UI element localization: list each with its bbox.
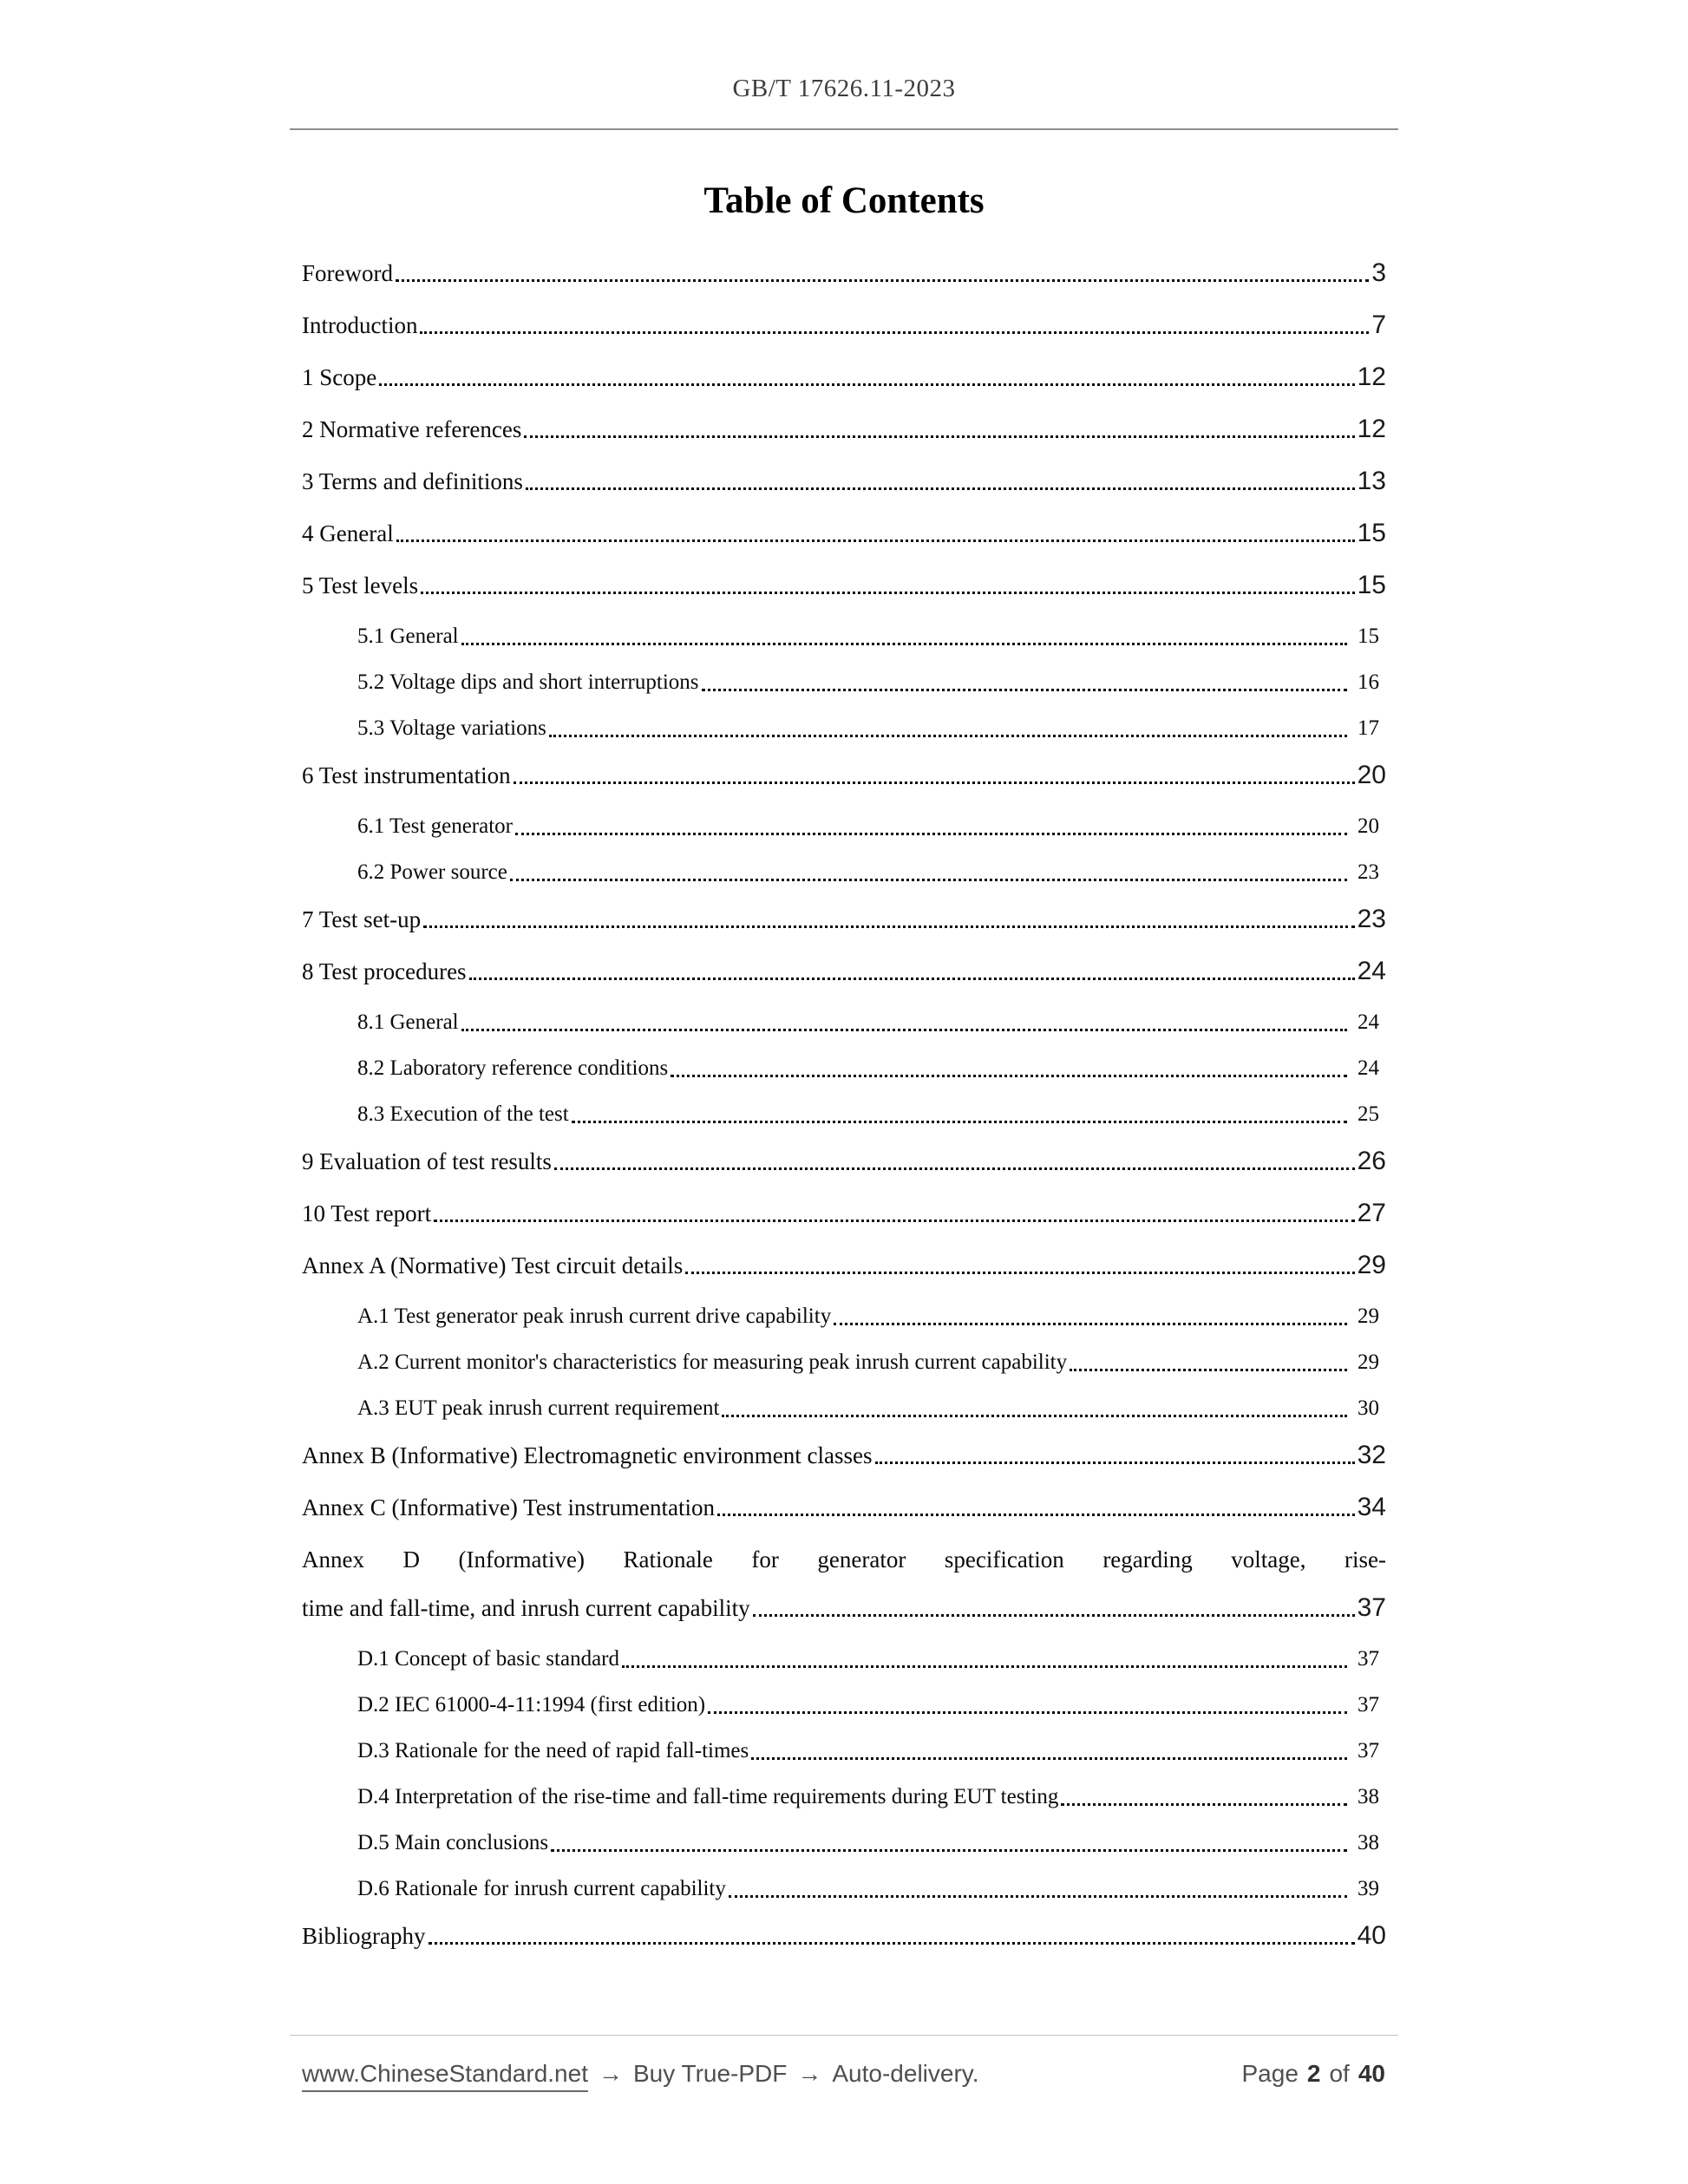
toc-page-number: 23 — [1357, 905, 1386, 933]
footer-divider — [290, 2035, 1398, 2036]
toc-page-number: 24 — [1358, 1010, 1379, 1034]
toc-page-number: 15 — [1357, 571, 1386, 599]
toc-entry-label: 6.1 Test generator — [357, 814, 513, 838]
toc-page-number: 38 — [1358, 1831, 1379, 1854]
toc-entry-label: 4 General — [302, 520, 394, 546]
dot-leader — [396, 279, 1369, 282]
toc-page-number: 34 — [1357, 1493, 1386, 1521]
dot-leader — [396, 539, 1355, 542]
toc-entry — [357, 1101, 1386, 1128]
toc-entry — [357, 1875, 1386, 1903]
toc-page-number: 39 — [1358, 1877, 1379, 1900]
toc-page-number: 37 — [1358, 1647, 1379, 1671]
toc-page-number: 13 — [1357, 467, 1386, 495]
toc-entry-label: Bibliography — [302, 1923, 426, 1949]
toc-page-number: 38 — [1358, 1785, 1379, 1808]
dot-leader — [1061, 1803, 1347, 1806]
arrow-icon: → — [598, 2060, 623, 2087]
toc-entry-label: 5.2 Voltage dips and short interruptions — [357, 670, 699, 694]
toc-page-number: 12 — [1357, 363, 1386, 391]
page-total: 40 — [1358, 2060, 1385, 2087]
dot-leader — [685, 1272, 1354, 1274]
toc-entry — [357, 813, 1386, 840]
toc-entry-label: 5 Test levels — [302, 572, 419, 598]
dot-leader — [708, 1711, 1347, 1714]
toc-entry-label: 9 Evaluation of test results — [302, 1148, 552, 1174]
of-label: of — [1329, 2060, 1350, 2087]
toc-entry-label: 8.2 Laboratory reference conditions — [357, 1056, 669, 1080]
toc-entry — [302, 467, 1386, 496]
toc-entry — [357, 859, 1386, 886]
toc-entry — [302, 1147, 1386, 1176]
toc-page-number: 30 — [1358, 1396, 1379, 1420]
toc-page-number: 29 — [1358, 1305, 1379, 1328]
toc-entry — [357, 669, 1386, 696]
arrow-icon: → — [797, 2060, 822, 2087]
dot-leader — [875, 1461, 1355, 1464]
toc-page-number: 15 — [1357, 519, 1386, 547]
toc-page-number: 7 — [1371, 311, 1386, 339]
page-indicator — [1242, 2059, 1386, 2089]
toc-entry-label: 5.1 General — [357, 624, 459, 648]
doc-number: GB/T 17626.11-2023 — [732, 75, 956, 102]
dot-leader — [671, 1075, 1347, 1077]
dot-leader — [526, 487, 1355, 490]
toc-entry-label: D.4 Interpretation of the rise-time and fall-time requirements during EUT testing — [357, 1785, 1059, 1808]
dot-leader — [702, 689, 1348, 691]
toc-page-number: 17 — [1358, 716, 1379, 740]
toc-page-number: 26 — [1357, 1147, 1386, 1175]
toc-entry — [302, 761, 1386, 790]
toc-entry-wrapped-line: Annex D (Informative) Rationale for generator specification regarding voltage, rise- — [302, 1546, 1386, 1573]
toc-entry — [357, 1055, 1386, 1082]
toc-entry — [302, 519, 1386, 548]
toc-entry-label: 8.1 General — [357, 1010, 459, 1034]
toc-entry-label: A.1 Test generator peak inrush current drive capability — [357, 1305, 832, 1328]
dot-leader — [423, 925, 1355, 928]
toc-entry — [357, 1829, 1386, 1857]
toc-entry — [357, 1349, 1386, 1376]
dot-leader — [551, 1849, 1347, 1852]
toc-entry — [302, 311, 1386, 340]
toc-page-number: 20 — [1357, 761, 1386, 789]
dot-leader — [751, 1757, 1347, 1760]
footer-action-delivery: Auto-delivery. — [832, 2060, 979, 2087]
dot-leader — [572, 1121, 1347, 1123]
toc-page-number: 3 — [1371, 258, 1386, 287]
dot-leader — [510, 879, 1347, 881]
toc-page-number: 37 — [1358, 1739, 1379, 1762]
toc-page-number: 37 — [1358, 1693, 1379, 1716]
dot-leader — [434, 1220, 1355, 1222]
toc-entry-label: D.2 IEC 61000-4-11:1994 (first edition) — [357, 1693, 706, 1716]
dot-leader — [429, 1942, 1355, 1945]
toc-entry-label: 10 Test report — [302, 1200, 432, 1226]
toc-entry-label: 6.2 Power source — [357, 860, 507, 884]
dot-leader — [515, 833, 1347, 835]
toc-entry-label: Introduction — [302, 312, 418, 338]
toc-list — [290, 258, 1398, 1951]
toc-entry — [357, 1737, 1386, 1765]
dot-leader — [622, 1665, 1347, 1668]
toc-entry-label: time and fall-time, and inrush current capability — [302, 1595, 750, 1621]
toc-entry — [302, 363, 1386, 392]
toc-page-number: 27 — [1357, 1199, 1386, 1227]
dot-leader — [379, 383, 1354, 386]
toc-entry-label: 8.3 Execution of the test — [357, 1102, 569, 1126]
toc-entry — [302, 1493, 1386, 1522]
toc-entry — [302, 571, 1386, 600]
toc-entry-label: A.2 Current monitor's characteristics for measuring peak inrush current capability — [357, 1350, 1068, 1374]
toc-entry-label: Annex C (Informative) Test instrumentation — [302, 1494, 716, 1520]
toc-entry-label: Foreword — [302, 260, 393, 286]
toc-entry — [357, 715, 1386, 742]
dot-leader — [549, 735, 1347, 737]
toc-entry-label: 3 Terms and definitions — [302, 468, 523, 494]
toc-entry — [357, 1303, 1386, 1331]
toc-entry — [357, 1009, 1386, 1036]
toc-entry — [302, 1251, 1386, 1280]
toc-entry-label: 7 Test set-up — [302, 906, 422, 932]
toc-page-number: 25 — [1358, 1102, 1379, 1126]
dot-leader — [753, 1614, 1355, 1617]
toc-entry-label: Annex A (Normative) Test circuit details — [302, 1252, 684, 1278]
site-link[interactable]: www.ChineseStandard.net — [302, 2059, 588, 2092]
page-current: 2 — [1306, 2060, 1321, 2087]
dot-leader — [1070, 1369, 1347, 1371]
toc-entry — [302, 258, 1386, 288]
toc-entry — [357, 1783, 1386, 1811]
dot-leader — [834, 1323, 1347, 1325]
dot-leader — [524, 435, 1354, 438]
dot-leader — [717, 1514, 1355, 1516]
toc-entry-label: D.1 Concept of basic standard — [357, 1647, 620, 1671]
toc-entry — [302, 1441, 1386, 1470]
toc-entry-label: 1 Scope — [302, 364, 377, 390]
toc-page-number: 29 — [1357, 1251, 1386, 1279]
toc-entry-label: D.3 Rationale for the need of rapid fall-times — [357, 1739, 749, 1762]
footer-action-buy: Buy True-PDF — [632, 2060, 788, 2087]
toc-page-number: 23 — [1358, 860, 1379, 884]
dot-leader — [514, 781, 1355, 784]
toc-entry-label: Annex B (Informative) Electromagnetic environment classes — [302, 1442, 873, 1468]
page-label: Page — [1241, 2060, 1299, 2087]
toc-entry-label: A.3 EUT peak inrush current requirement — [357, 1396, 720, 1420]
toc-entry-label: D.6 Rationale for inrush current capability — [357, 1877, 726, 1900]
toc-page-number: 12 — [1357, 415, 1386, 443]
toc-entry — [302, 415, 1386, 444]
toc-page-number: 37 — [1357, 1593, 1386, 1622]
toc-page-number: 24 — [1357, 957, 1386, 985]
toc-page-number: 32 — [1357, 1441, 1386, 1469]
footer — [302, 2059, 1385, 2092]
toc-entry — [357, 1691, 1386, 1719]
dot-leader — [554, 1167, 1355, 1170]
toc-page-number: 16 — [1358, 670, 1379, 694]
toc-page-number: 15 — [1358, 624, 1379, 648]
dot-leader — [421, 592, 1355, 594]
toc-entry-label: 2 Normative references — [302, 416, 522, 442]
toc-entry — [302, 1921, 1386, 1951]
footer-promo — [302, 2059, 978, 2092]
toc-entry-label: 5.3 Voltage variations — [357, 716, 546, 740]
toc-page-number: 24 — [1358, 1056, 1379, 1080]
dot-leader — [461, 1029, 1347, 1031]
toc-entry — [302, 1199, 1386, 1228]
dot-leader — [722, 1415, 1347, 1417]
toc-entry — [302, 1593, 1386, 1623]
toc-entry-label: 6 Test instrumentation — [302, 762, 511, 788]
toc-entry — [302, 957, 1386, 986]
page-title: Table of Contents — [703, 180, 985, 221]
toc-entry-label: 8 Test procedures — [302, 958, 467, 984]
toc-page-number: 40 — [1357, 1921, 1386, 1950]
toc-page-number: 29 — [1358, 1350, 1379, 1374]
toc-page-number: 20 — [1358, 814, 1379, 838]
dot-leader — [729, 1895, 1347, 1898]
toc-entry-label: D.5 Main conclusions — [357, 1831, 549, 1854]
toc-entry — [357, 1645, 1386, 1673]
dot-leader — [461, 643, 1347, 645]
dot-leader — [420, 331, 1369, 334]
dot-leader — [469, 978, 1355, 980]
toc-entry — [302, 905, 1386, 934]
toc-entry — [357, 1395, 1386, 1422]
header-divider — [290, 128, 1398, 130]
toc-entry — [357, 623, 1386, 651]
